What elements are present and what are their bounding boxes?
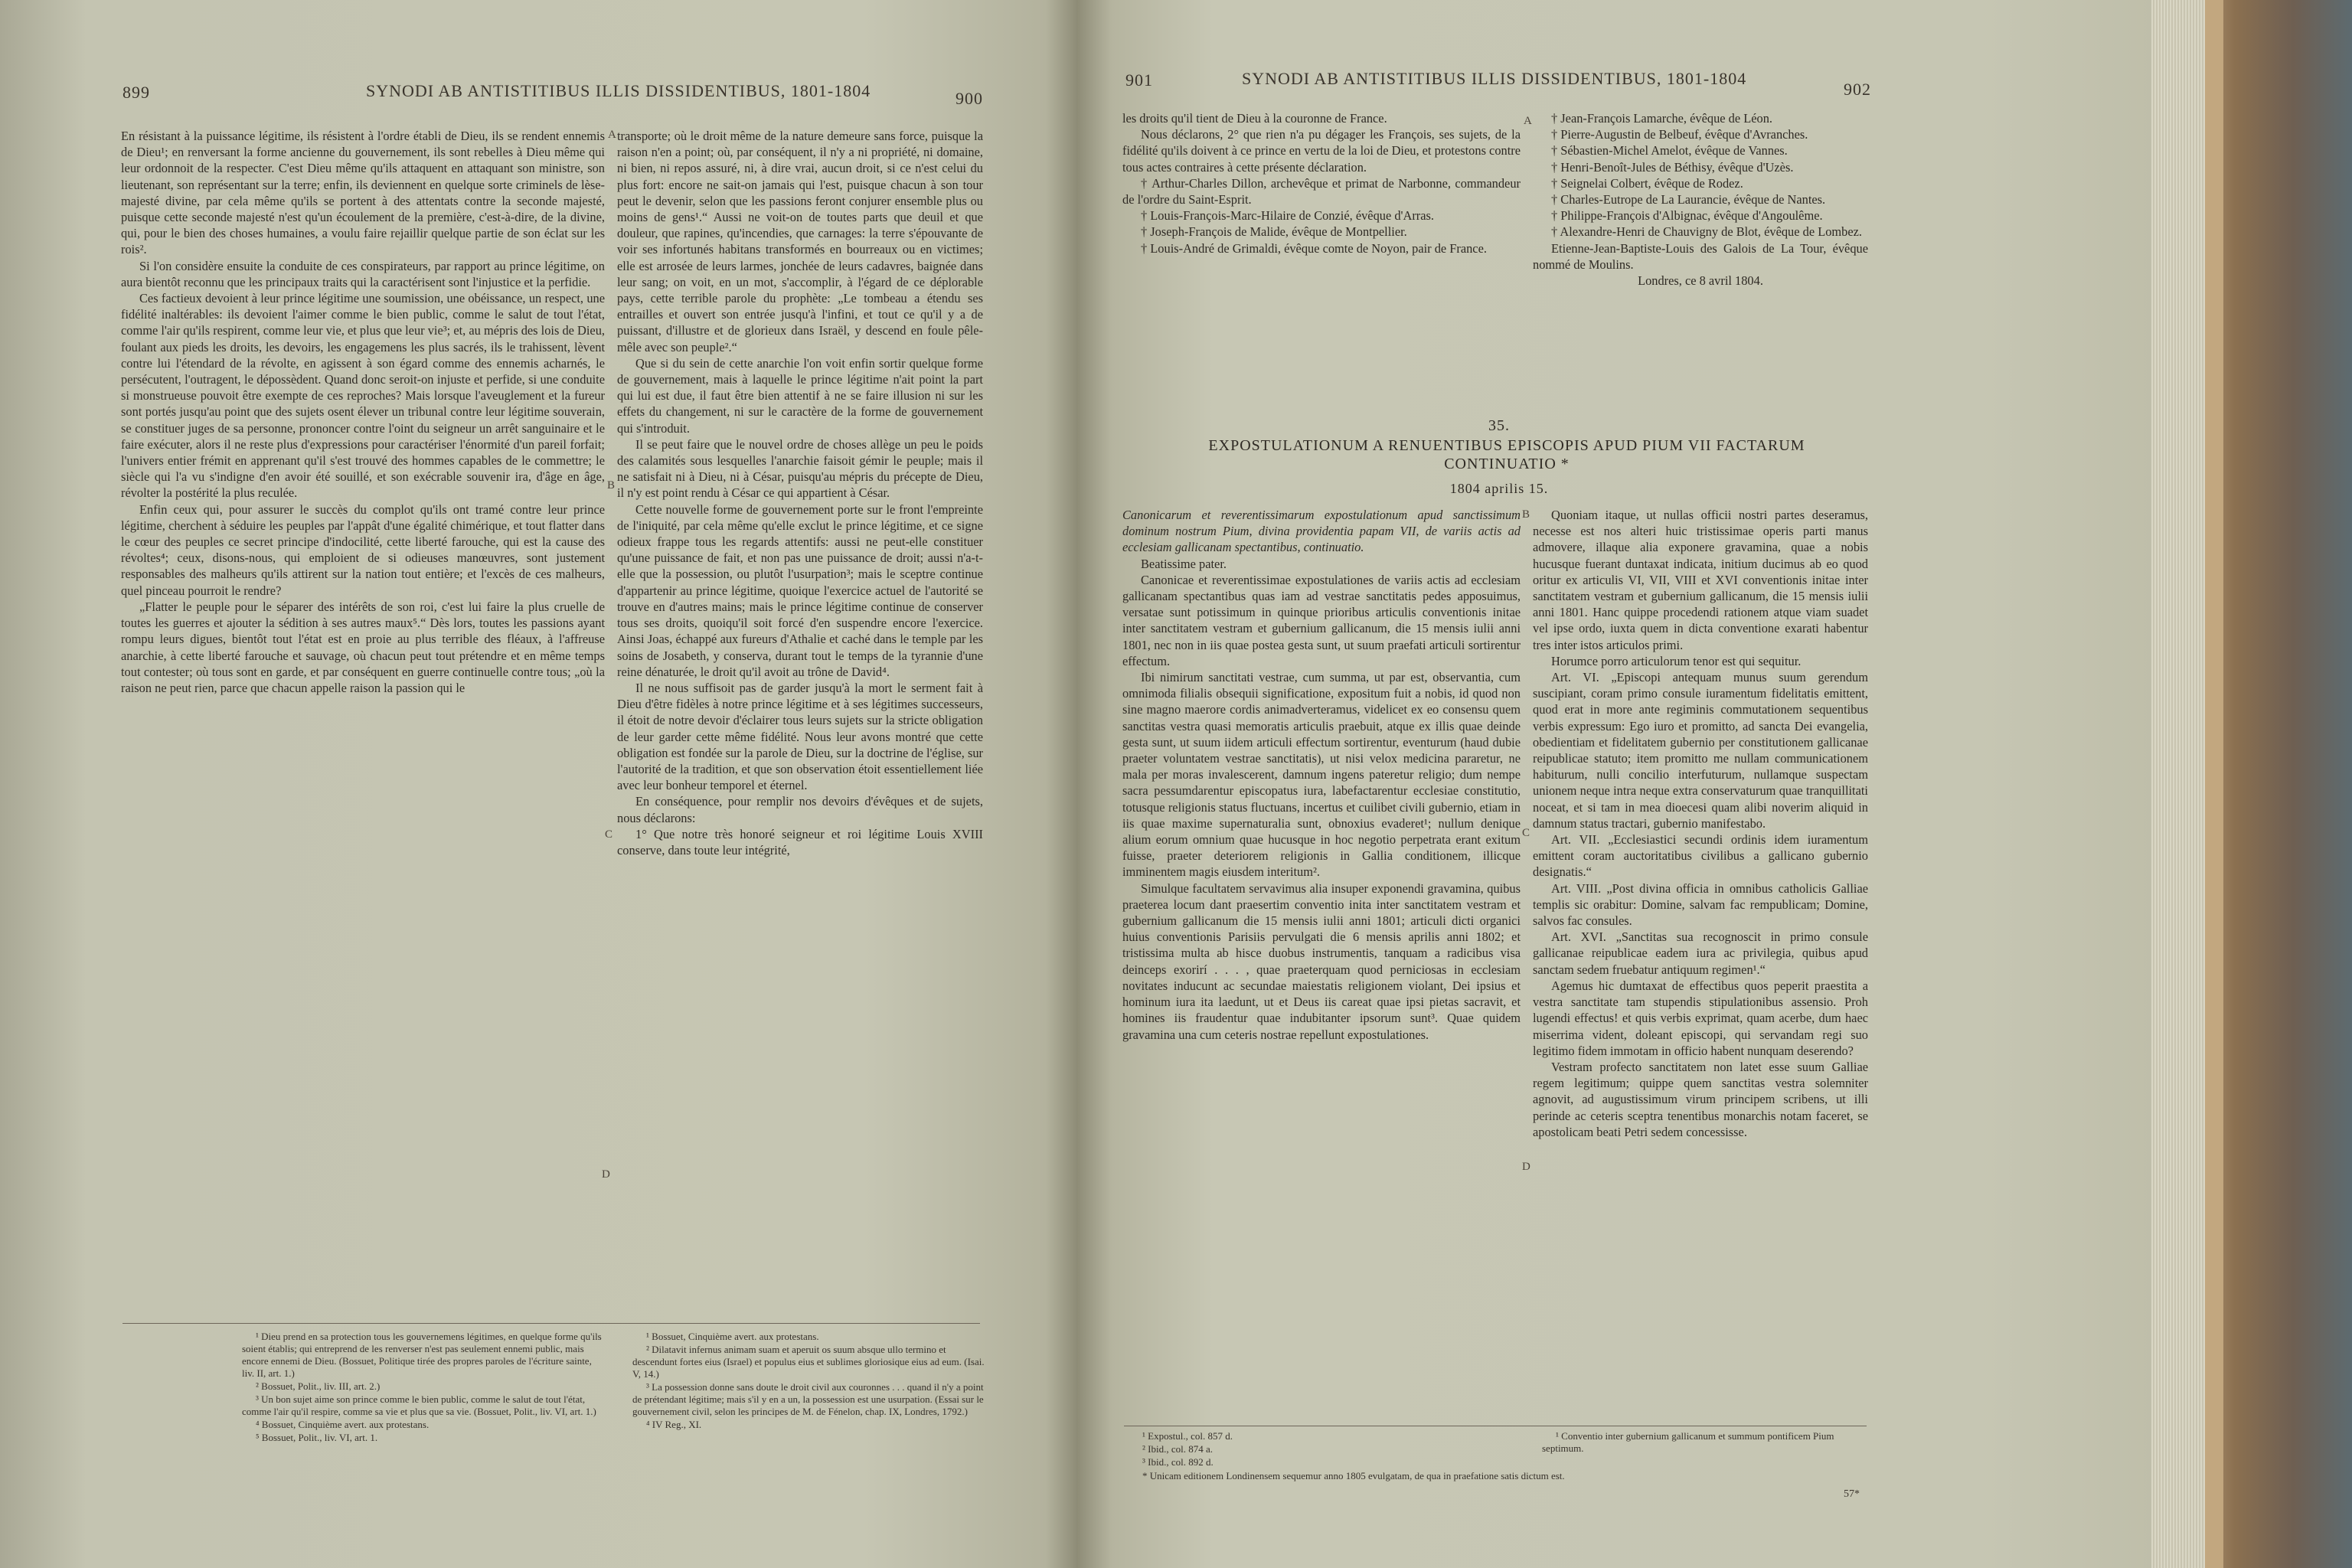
section-date: 1804 aprilis 15. — [1449, 481, 1549, 496]
section-title: EXPOSTULATIONUM A RENUENTIBUS EPISCOPIS APUD PIUM VII FACTARUM CONTINUATIO * — [1208, 437, 1805, 472]
margin-letter-b: B — [607, 479, 616, 492]
declaration-line: † Joseph-François de Malide, évêque de Montpellier. — [1141, 224, 1407, 240]
declaration-line: † Louis-François-Marc-Hilaire de Conzié, évêque d'Arras. — [1141, 208, 1434, 224]
declaration-column-1 — [1122, 110, 1521, 420]
paragraph: Canonicae et reverentissimae expostulationes de variis actis ad ecclesiam gallicanam spectantibus quas iam ad vestrae sanctitatis pedes apposuimus, versatae sunt potissimum in quinque prioribus articulis conventionis initae inter sanctitatem vestram et gubernium gallicanum, die 15 mensis iulii anni 1801, nec non in iis quae postea gesta sunt, ut suum praefati articuli sortirentur effectum. — [1122, 572, 1521, 668]
footnote: ³ Un bon sujet aime son prince comme le bien public, comme le salut de tout l'état, comme l'air qu'il respire, comme sa vie et plus que sa vie. (Bossuet, Polit., liv. VI, art. 1.) — [242, 1393, 596, 1417]
paragraph: Enfin ceux qui, pour assurer le succès du complot qu'ils ont tramé contre leur prince légitime, cherchent à séduire les peuples par l'appât d'une égalité chimérique, et tout flatter dans le cœur des peuples ce secret principe d'indocilité, cette liberté farouche, qui est la cause des révoltes⁴; ceux, disons-nous, qui emploient de si odieuses manœuvres, sont justement responsables des malheurs qu'ils attirent sur la nation tout entière; et l'excès de ces malheurs, quel pinceau pourroit le rendre? — [121, 501, 605, 598]
margin-letter-a: A — [608, 129, 616, 141]
paragraph: Horumce porro articulorum tenor est qui sequitur. — [1551, 653, 1802, 668]
left-column-1 — [121, 128, 605, 1322]
edition-note-text: * Unicam editionem Londinensem sequemur anno 1805 evulgatam, de qua in praefatione satis dictum est. — [1142, 1470, 1565, 1481]
footnote: ³ La possession donne sans doute le droit civil aux couronnes . . . quand il n'y a point de prétendant légitime; mais s'il y en a un, la possession est une usurpation. (Essai sur le gouvernement civil, selon les principes de M. de Fénelon, chap. IX, Londres, 1792.) — [632, 1381, 984, 1417]
right-running-title: SYNODI AB ANTISTITIBUS ILLIS DISSIDENTIBUS, 1801-1804 — [1242, 69, 1747, 88]
paragraph: Art. VIII. „Post divina officia in omnibus catholicis Galliae templis sic orabitur: Domine, salvam fac rempublicam; Domine, salvos fac consules. — [1533, 880, 1868, 929]
declaration-line: † Arthur-Charles Dillon, archevêque et primat de Narbonne, commandeur de l'ordre du Saint-Esprit. — [1122, 175, 1521, 207]
paragraph: Ibi nimirum sanctitati vestrae, cum summa, ut par est, observantia, cum omnimoda filialis obsequii significatione, expositum fuit a nobis, id quod non sine magno maerore cordis animadverteramus, videlicet ex eo consensu quem sanctitas vestra quasi memoratis articulis praebuit, atque ex illis quae deinde gesta sunt, ut suum iidem articuli effectum sortirentur, eventurum (haud dubie praeter voluntatem vestrae sanctitatis), ut nisi velox medicina pararetur, ne mala per moras invalescerent, damnum ingens pateretur religio; dum nempe sacra pessumdarentur episcopatus iura, labefactarentur ecclesiae constitutio, totusque religionis status fluctuans, incertus et cuilibet civili gubernio, etiam in iis quae maxime supernaturalia sunt, obnoxius evaderet¹; nullum denique alium eorum omnium quae hucusque in hoc negotio perpetrata erant exitum fuisse, praeter deteriorem religionis in Gallia conditionem, illicque imminentem magis eiusdem interitum². — [1122, 670, 1521, 880]
paragraph: Il ne nous suffisoit pas de garder jusqu'à la mort le serment fait à Dieu d'être fidèles à notre prince légitime et à ses légitimes successeurs, il étoit de notre devoir d'éclairer tous leurs sujets sur la stricte obligation de leur garder cette même fidélité. Nous leur avons montré que cette obligation est fondée sur la parole de Dieu, sur la doctrine de l'église, sur l'autorité de la tradition, et que son observation étoit essentiellement liée avec leur bonheur temporel et éternel. — [617, 680, 983, 793]
paragraph: Art. XVI. „Sanctitas sua recognoscit in primo consule gallicanae reipublicae eadem iura ac privilegia, quibus apud sanctam sedem fruebatur antiquum regimen¹.“ — [1533, 929, 1868, 977]
signatory-line: † Jean-François Lamarche, évêque de Léon. — [1551, 111, 1772, 126]
cover-edge — [2205, 0, 2223, 1568]
footnote: ¹ Expostul., col. 857 d. — [1142, 1430, 1233, 1442]
footnote: ¹ Conventio inter gubernium gallicanum et summum pontificem Pium septimum. — [1542, 1430, 1834, 1454]
footnote: ² Ibid., col. 874 a. — [1142, 1443, 1213, 1455]
right-page-number: 901 — [1125, 70, 1153, 90]
right-page-number-2: 902 — [1844, 80, 1871, 99]
paragraph: Il se peut faire que le nouvel ordre de choses allège un peu le poids des calamités sous lesquelles l'anarchie faisoit gémir le peuple; mais il ne satisfait ni à Dieu, ni à César, puisqu'au mépris du précepte de Dieu, il n'y est point rendu à César ce qui appartient à César. — [617, 436, 983, 501]
footnote: ¹ Bossuet, Cinquième avert. aux protestans. — [646, 1331, 819, 1342]
signatory-line: † Charles-Eutrope de La Laurancie, évêque de Nantes. — [1551, 192, 1826, 207]
signatory-line: Etienne-Jean-Baptiste-Louis des Galois de La Tour, évêque nommé de Moulins. — [1533, 240, 1868, 272]
declaration-line: les droits qu'il tient de Dieu à la couronne de France. — [1122, 111, 1387, 126]
footnote: ⁵ Bossuet, Polit., liv. VI, art. 1. — [256, 1432, 378, 1443]
signatory-line: † Sébastien-Michel Amelot, évêque de Vannes. — [1551, 143, 1788, 158]
signatory-line: Londres, ce 8 avril 1804. — [1638, 273, 1763, 289]
margin-letter-d: D — [602, 1168, 610, 1181]
paragraph: Si l'on considère ensuite la conduite de ces conspirateurs, par rapport au prince légitime, on aura bientôt reconnu que les principaux traits qui la caractérisent sont l'injustice et la perfidie. — [121, 258, 605, 289]
footnote: ² Dilatavit infernus animam suam et aperuit os suum absque ullo termino et descendunt fortes eius (Israel) et populus eius et sublimes gloriosique eius ad eum. (Isai. V, 14.) — [632, 1344, 985, 1380]
paragraph: Canonicarum et reverentissimarum expostulationum apud sanctissimum dominum nostrum Pium, divina providentia papam VII, de variis actis ad ecclesiam gallicanam spectantibus, continuatio. — [1122, 508, 1521, 555]
declaration-line: † Louis-André de Grimaldi, évêque comte de Noyon, pair de France. — [1141, 240, 1487, 256]
footnote-rule — [122, 1323, 980, 1324]
paragraph: Art. VII. „Ecclesiastici secundi ordinis idem iuramentum emittent coram auctoritatibus civilibus a gallicano gubernio designatis.“ — [1533, 832, 1868, 880]
footnote: ⁴ Bossuet, Cinquième avert. aux protestans. — [256, 1419, 430, 1430]
signatory-line: † Henri-Benoît-Jules de Béthisy, évêque d'Uzès. — [1551, 159, 1794, 175]
margin-letter-d: D — [1522, 1161, 1530, 1173]
footnote: ¹ Dieu prend en sa protection tous les gouvernemens légitimes, en quelque forme qu'ils soient établis; qui entreprend de les renverser n'est pas seulement ennemi public, mais encore ennemi de Dieu. (Bossuet, Politique tirée des propres paroles de l'écriture sainte, liv. II, art. 1.) — [242, 1331, 602, 1379]
paragraph: Que si du sein de cette anarchie l'on voit enfin sortir quelque forme de gouvernement, mais à laquelle le prince légitime n'ait point la part qui lui est due, il faut être bien attentif à ne se faire illusion ni sur les effets du changement, ni sur le caractère de la forme de gouvernement qui s'introduit. — [617, 355, 983, 436]
paragraph: Beatissime pater. — [1141, 556, 1227, 571]
left-page-number-2: 900 — [956, 89, 983, 108]
right-page — [1078, 0, 2205, 1568]
left-footnotes-col-2 — [632, 1331, 985, 1507]
paragraph: 1° Que notre très honoré seigneur et roi légitime Louis XVIII conserve, dans toute leur intégrité, — [617, 826, 983, 858]
footnote: ² Bossuet, Polit., liv. III, art. 2.) — [256, 1380, 381, 1392]
declaration-column-2 — [1533, 110, 1868, 432]
margin-letter-c: C — [1522, 827, 1530, 839]
right-column-2 — [1533, 507, 1868, 1426]
paragraph: Agemus hic dumtaxat de effectibus quos peperit praestita a vestra sanctitate tam stupendis stipulationibus assensio. Proh lugendi effectus! et quis verbis exprimat, quam acerbe, dum haec miserrima vident, doleant episcopi, qui servandam regi suo legitimo fidem immotam in officio habent nunquam deserendo? — [1533, 978, 1868, 1058]
paragraph: Art. VI. „Episcopi antequam munus suum gerendum suscipiant, coram primo consule iuramentum fidelitatis emittent, quod erat in more ante regiminis commutationem sequentibus verbis expressum: Ego iuro et promitto, ad sancta Dei evangelia, obedientiam et fidelitatem gubernio per constitutionem gallicanae reipublicae statuto; item promitto me nullam communicationem habiturum, nulli concilio interfuturum, nullamque suspectam unionem neque intra neque extra conservaturum quae tranquillitati noceat, et si tam in mea dioecesi quam alibi noverim aliquid in damnum status tractari, gubernio manifestabo. — [1533, 670, 1868, 831]
signatory-line: † Seignelai Colbert, évêque de Rodez. — [1551, 175, 1743, 191]
margin-letter-b: B — [1522, 508, 1530, 521]
margin-letter-a: A — [1524, 115, 1532, 127]
right-footnotes-col-1 — [1129, 1430, 1511, 1476]
signatory-line: † Pierre-Augustin de Belbeuf, évêque d'Avranches. — [1551, 127, 1808, 142]
footnote: ⁴ IV Reg., XI. — [646, 1419, 702, 1430]
margin-letter-c: C — [605, 828, 613, 841]
paragraph: Cette nouvelle forme de gouvernement porte sur le front l'empreinte de l'iniquité, par cela même qu'elle exclut le prince légitime, et ce signe odieux frappe tous les regards attentifs: aussi ne peut-elle constituer qu'une puissance de fait, et non pas une puissance de droit; aussi n'a-t-elle que la possession, ou plutôt l'usurpation³; mais le sceptre continue d'appartenir au prince légitime, quoique l'exercice actuel de l'autorité se trouve en d'autres mains; mais le prince légitime continue de conserver tous ses droits, quoiqu'il soit forcé d'en suspendre encore l'exercice. Ainsi Joas, échappé aux fureurs d'Athalie et caché dans le temple par les soins de Josabeth, y conserva, durant tout le temps de la tyrannie d'une reine dénaturée, le droit qu'il avoit au trône de David⁴. — [617, 501, 983, 679]
paragraph: En résistant à la puissance légitime, ils résistent à l'ordre établi de Dieu, ils se rendent ennemis de Dieu¹; en renversant la forme ancienne du gouvernement, ils sont rebelles à Dieu même qui leur ordonnoit de la respecter. C'est Dieu même qu'ils attaquent en attaquant son ministre, son lieutenant, son représentant sur la terre; enfin, ils deviennent en quelque sorte criminels de lèse-majesté divine, par cela même qu'ils se portent à des attentats contre la seconde majesté, puisque cette seconde majesté n'est qu'un écoulement de la première, c'est-à-dire, de la divine, qui, pour le bien des choses humaines, a voulu faire rejaillir quelque partie de son éclat sur les rois². — [121, 129, 605, 257]
signatory-line: † Philippe-François d'Albignac, évêque d'Angoulême. — [1551, 208, 1823, 224]
book-cover — [2205, 0, 2352, 1568]
left-footnotes-col-1 — [242, 1331, 606, 1507]
left-page-number: 899 — [122, 83, 150, 102]
left-running-title: SYNODI AB ANTISTITIBUS ILLIS DISSIDENTIBUS, 1801-1804 — [366, 81, 871, 100]
paragraph: En conséquence, pour remplir nos devoirs d'évêques et de sujets, nous déclarons: — [617, 794, 983, 825]
section-number: 35. — [1488, 417, 1510, 434]
edition-note — [1129, 1470, 1871, 1485]
paragraph: Simulque facultatem servavimus alia insuper exponendi gravamina, quibus praeterea locum dant praesertim conventio inita inter sanctitatem vestram et gubernium gallicanum die 15 mensis iulii anni 1801; articuli dicti organici huius conventionis Parisiis pervulgati die 6 mensis aprilis anni 1802; et tristissima multa ab hisce duobus instrumentis, tanquam a radicibus visa deinceps exorirí . . . , quae praeterquam quod perniciosas in ecclesiam novitates inducunt ac secundae maiestatis religionem violant, Dei ipsius et hominum iura ita laedunt, ut et Deus iis careat quae ipsi pietas sacravit, et homines iis fraudentur quae indubitanter ipsorum sunt³. Quae quidem gravamina una cum ceteris nostrae repellunt expostulationes. — [1122, 880, 1521, 1042]
signature-mark: 57* — [1844, 1488, 1860, 1500]
paragraph: Ces factieux devoient à leur prince légitime une soumission, une obéissance, un respect, une fidélité inaltérables: ils devoient l'aimer comme le bien public, comme le salut de tout l'état, comme l'air qu'ils respirent, comme leur vie, et plus que leur vie³; et, au mépris des lois de Dieu, foulant aux pieds les droits, les devoirs, les engagemens les plus sacrés, ils le trahissent, lèvent contre lui l'étendard de la révolte, en agissent à son égard comme des ennemis acharnés, le persécutent, l'outragent, le dépossèdent. Quand donc seroit-on injuste et perfide, si une conduite si monstrueuse pouvoit être exempte de ces reproches? Mais lorsque l'aveuglement et la fureur sont portés jusqu'au point que des sujets osent élever un tribunal contre leur légitime souverain, se constituer juges de sa personne, prononcer contre l'oint du seigneur un arrêt sanguinaire et le faire exécuter, alors il ne reste plus d'expressions pour caractériser l'énormité d'un pareil forfait; l'univers entier frémit en apprenant qu'il s'est trouvé des hommes capables de le commettre; le siècle qui l'a vu s'indigne d'en avoir été souillé, et son exécrable souvenir ira, d'âge en âge, révolter la postérité la plus reculée. — [121, 291, 605, 501]
paragraph: transporte; où le droit même de la nature demeure sans force, puisque la raison n'en a point; où, par conséquent, il n'y a ni propriété, ni domaine, ni bien, ni repos assuré, ni, à dire vrai, aucun droit, si ce n'est celui du plus fort: encore ne sait-on jamais qui l'est, puisque chacun à son tour peut le devenir, selon que les passions feront conjurer ensemble plus ou moins de gens¹.“ Aussi ne voit-on de toutes parts que deuil et que douleur, que rapines, qu'incendies, que carnages: la terre s'épouvante de voir ses infortunés habitans transformés en bourreaux ou en victimes; elle est arrosée de leurs larmes, jonchée de leurs cadavres, baignée dans leur sang; on voit, en un mot, s'accomplir, à l'égard de ce déplorable pays, cette terrible parole du prophète: „Le tombeau a étendu ses entrailles et ouvert son entrée jusqu'à l'infini, et tout ce qu'il y a de puissant, d'illustre et de glorieux dans Israël, y descend en foule pêle-mêle avec son peuple².“ — [617, 129, 983, 354]
footnote: ³ Ibid., col. 892 d. — [1142, 1456, 1214, 1468]
left-page — [0, 0, 1078, 1568]
left-column-2 — [617, 128, 983, 1322]
right-footnotes-col-2 — [1542, 1430, 1868, 1476]
paragraph: Vestram profecto sanctitatem non latet esse suum Galliae regem legitimum; quippe quem sanctitas vestra solemniter agnovit, ad augustissimum virum principem scribens, ut illi perinde ac ceteris sceptra tenentibus monarchis notam faceret, se apostolicam beati Petri sedem concessisse. — [1533, 1059, 1868, 1139]
paragraph: „Flatter le peuple pour le séparer des intérêts de son roi, c'est lui faire la plus cruelle de toutes les guerres et ajouter la sédition à ses autres maux⁵.“ Dès lors, toutes les passions ayant rompu leurs digues, bientôt tout l'état est en proie au plus terrible des fléaux, à l'affreuse anarchie, à cette liberté farouche et sauvage, où chacun peut tout prétendre et en même temps tout contester; où tous sont en garde, et par conséquent en guerre continuelle contre tous; „où la raison ne peut rien, parce que chacun appelle raison la passion qui le — [121, 599, 605, 695]
paragraph: Quoniam itaque, ut nullas officii nostri partes deseramus, necesse est nos alteri huic tristissimae operis parti manus admovere, illaque alia exponere gravamina, quae a nobis hucusque fuerant duntaxat indicata, initium ducimus ab eo quod oritur ex articulis VI, VII, VIII et XVI conventionis initae inter sanctitatem vestram et gubernium gallicanum, die 15 mensis iulii anni 1801. Hanc quippe procedendi rationem atque viam suadet vel ipse ordo, iuxta quem in dicta conventione exarati habentur tres inter istos articulos primi. — [1533, 508, 1868, 652]
declaration-line: Nous déclarons, 2° que rien n'a pu dégager les François, ses sujets, de la fidélité qu'ils doivent à ce prince en vertu de la loi de Dieu, et protestons contre tous actes contraires à cette présente déclaration. — [1122, 127, 1521, 175]
signatory-line: † Alexandre-Henri de Chauvigny de Blot, évêque de Lombez. — [1551, 224, 1862, 240]
page-edges — [2151, 0, 2205, 1568]
right-column-1 — [1122, 507, 1521, 1426]
